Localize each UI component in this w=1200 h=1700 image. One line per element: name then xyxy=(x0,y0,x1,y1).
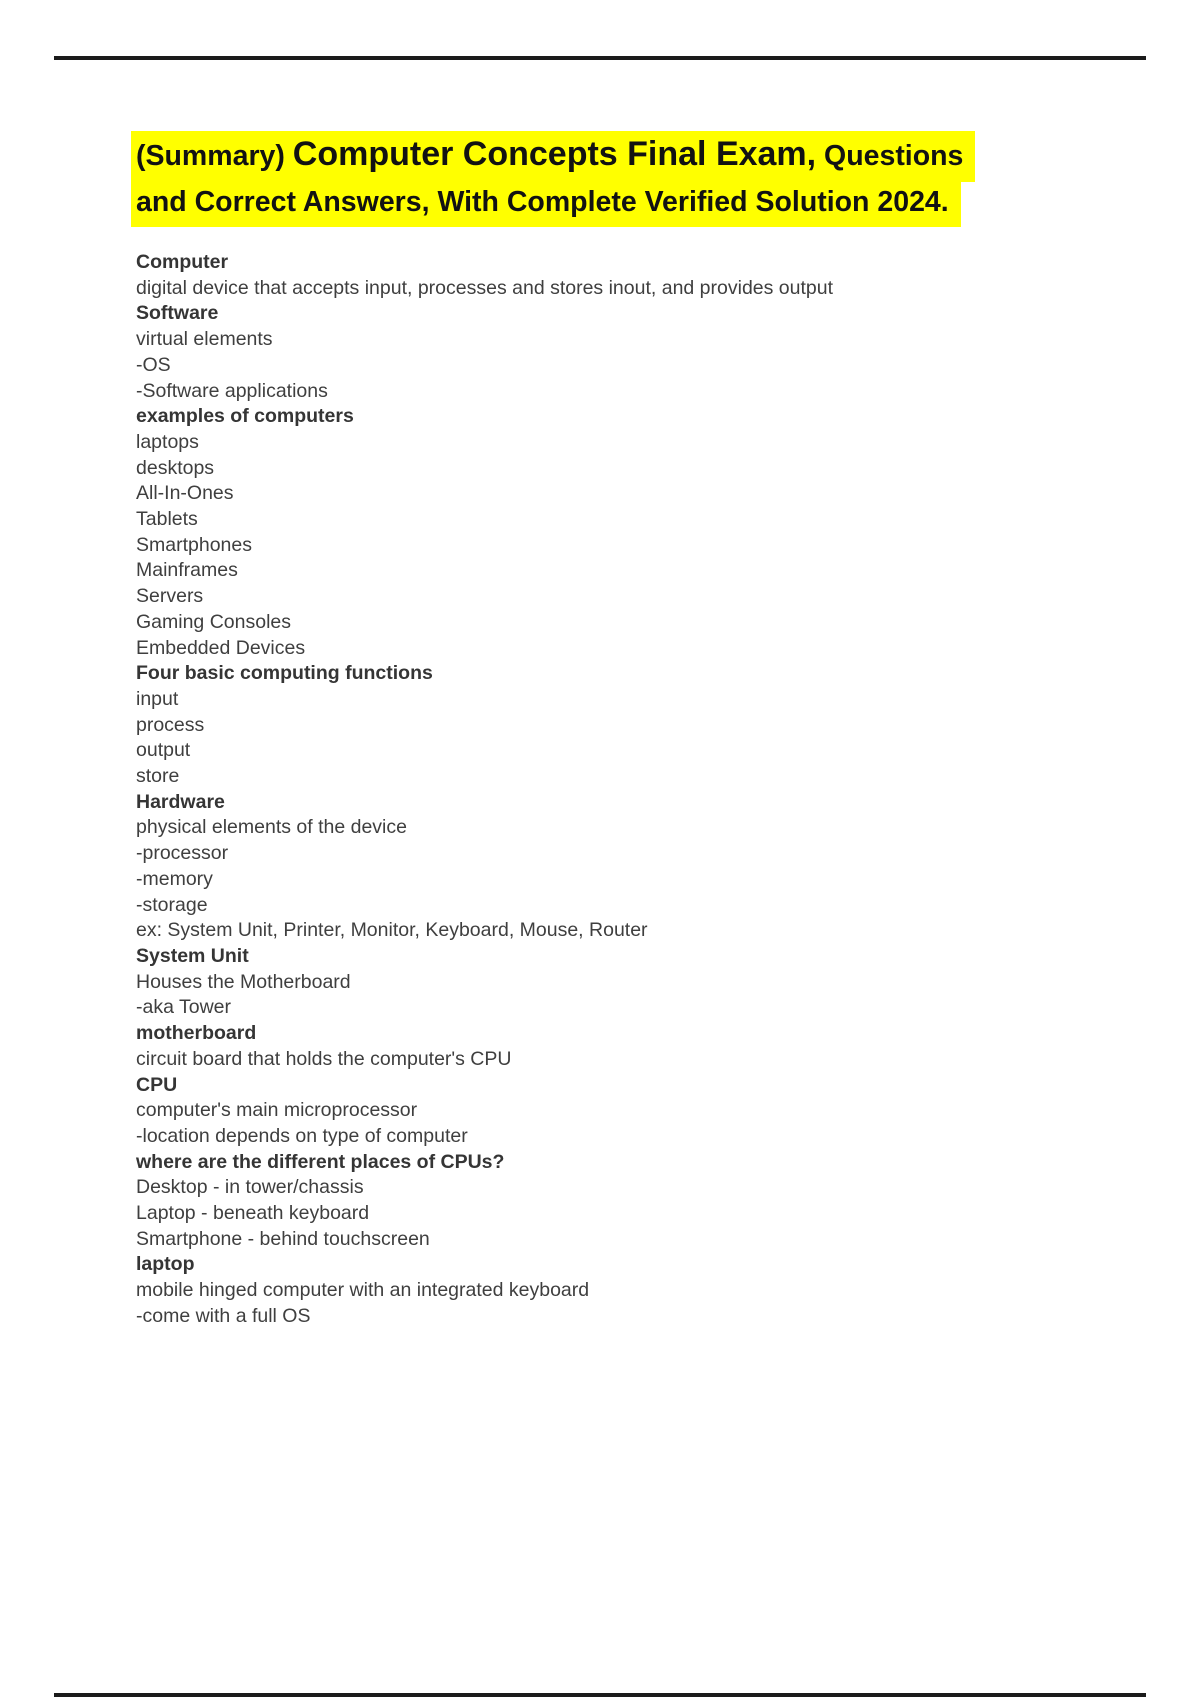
glossary-definition-line: laptops xyxy=(136,430,199,453)
glossary-definition-line: ex: System Unit, Printer, Monitor, Keyboard, Mouse, Router xyxy=(136,919,648,942)
glossary-term: motherboard xyxy=(136,1022,257,1045)
glossary-definition-line: mobile hinged computer with an integrated keyboard xyxy=(136,1279,590,1302)
glossary-definition-line: Smartphone - behind touchscreen xyxy=(136,1227,430,1250)
glossary-definition-line: -location depends on type of computer xyxy=(136,1124,468,1147)
title-main: Computer Concepts Final Exam, xyxy=(292,135,817,173)
glossary-definition-line: Desktop - in tower/chassis xyxy=(136,1176,364,1199)
glossary-definition-line: -aka Tower xyxy=(136,996,232,1019)
glossary-definition-line: Gaming Consoles xyxy=(136,610,291,633)
glossary-definition-line: output xyxy=(136,739,191,762)
glossary-definition-line: -OS xyxy=(136,353,171,376)
title-line-2 xyxy=(131,182,975,227)
title-line-1 xyxy=(131,131,975,182)
title-line2-text: and Correct Answers, With Complete Verified Solution 2024. xyxy=(136,186,949,218)
glossary-definition-line: Embedded Devices xyxy=(136,636,306,659)
glossary-definition-line: virtual elements xyxy=(136,328,273,351)
glossary-definition-line: circuit board that holds the computer's CPU xyxy=(136,1047,512,1070)
glossary-definition-line: Houses the Motherboard xyxy=(136,970,351,993)
glossary-definition-line: All-In-Ones xyxy=(136,482,234,505)
glossary-definition-line: Mainframes xyxy=(136,559,238,582)
glossary-definition-line: -Software applications xyxy=(136,379,328,402)
glossary-definition-line: input xyxy=(136,687,179,710)
document-title xyxy=(131,131,975,227)
glossary-definition-line: -memory xyxy=(136,867,213,890)
glossary-definition-line: process xyxy=(136,713,205,736)
glossary-definition-line: desktops xyxy=(136,456,215,479)
glossary-term: where are the different places of CPUs? xyxy=(136,1150,505,1173)
glossary-term: Hardware xyxy=(136,790,225,813)
glossary-definition-line: physical elements of the device xyxy=(136,816,407,839)
top-divider-line xyxy=(54,56,1146,60)
glossary-list xyxy=(136,250,1136,1330)
glossary-definition-line: Smartphones xyxy=(136,533,252,556)
glossary-term: Software xyxy=(136,302,219,325)
glossary-definition-line: -processor xyxy=(136,842,229,865)
glossary-term: Computer xyxy=(136,251,229,273)
glossary-definition-line: digital device that accepts input, processes and stores inout, and provides output xyxy=(136,276,834,299)
title-prefix: (Summary) xyxy=(136,140,293,172)
glossary-term: Four basic computing functions xyxy=(136,662,433,685)
glossary-definition-line: computer's main microprocessor xyxy=(136,1099,418,1122)
title-highlight-2 xyxy=(131,182,961,227)
bottom-divider-line xyxy=(54,1693,1146,1697)
glossary-term: examples of computers xyxy=(136,405,354,428)
title-suffix: Questions xyxy=(816,140,964,172)
glossary-definition-line: Servers xyxy=(136,585,204,608)
glossary-definition-line: Tablets xyxy=(136,508,198,531)
glossary-term: CPU xyxy=(136,1073,178,1096)
glossary-definition-line: store xyxy=(136,765,180,788)
glossary-definition-line: Laptop - beneath keyboard xyxy=(136,1202,370,1225)
glossary-term: System Unit xyxy=(136,944,249,967)
title-highlight-1 xyxy=(131,131,975,182)
glossary-definition-line: -come with a full OS xyxy=(136,1304,311,1327)
glossary-term: laptop xyxy=(136,1253,195,1276)
glossary-definition-line: -storage xyxy=(136,893,208,916)
